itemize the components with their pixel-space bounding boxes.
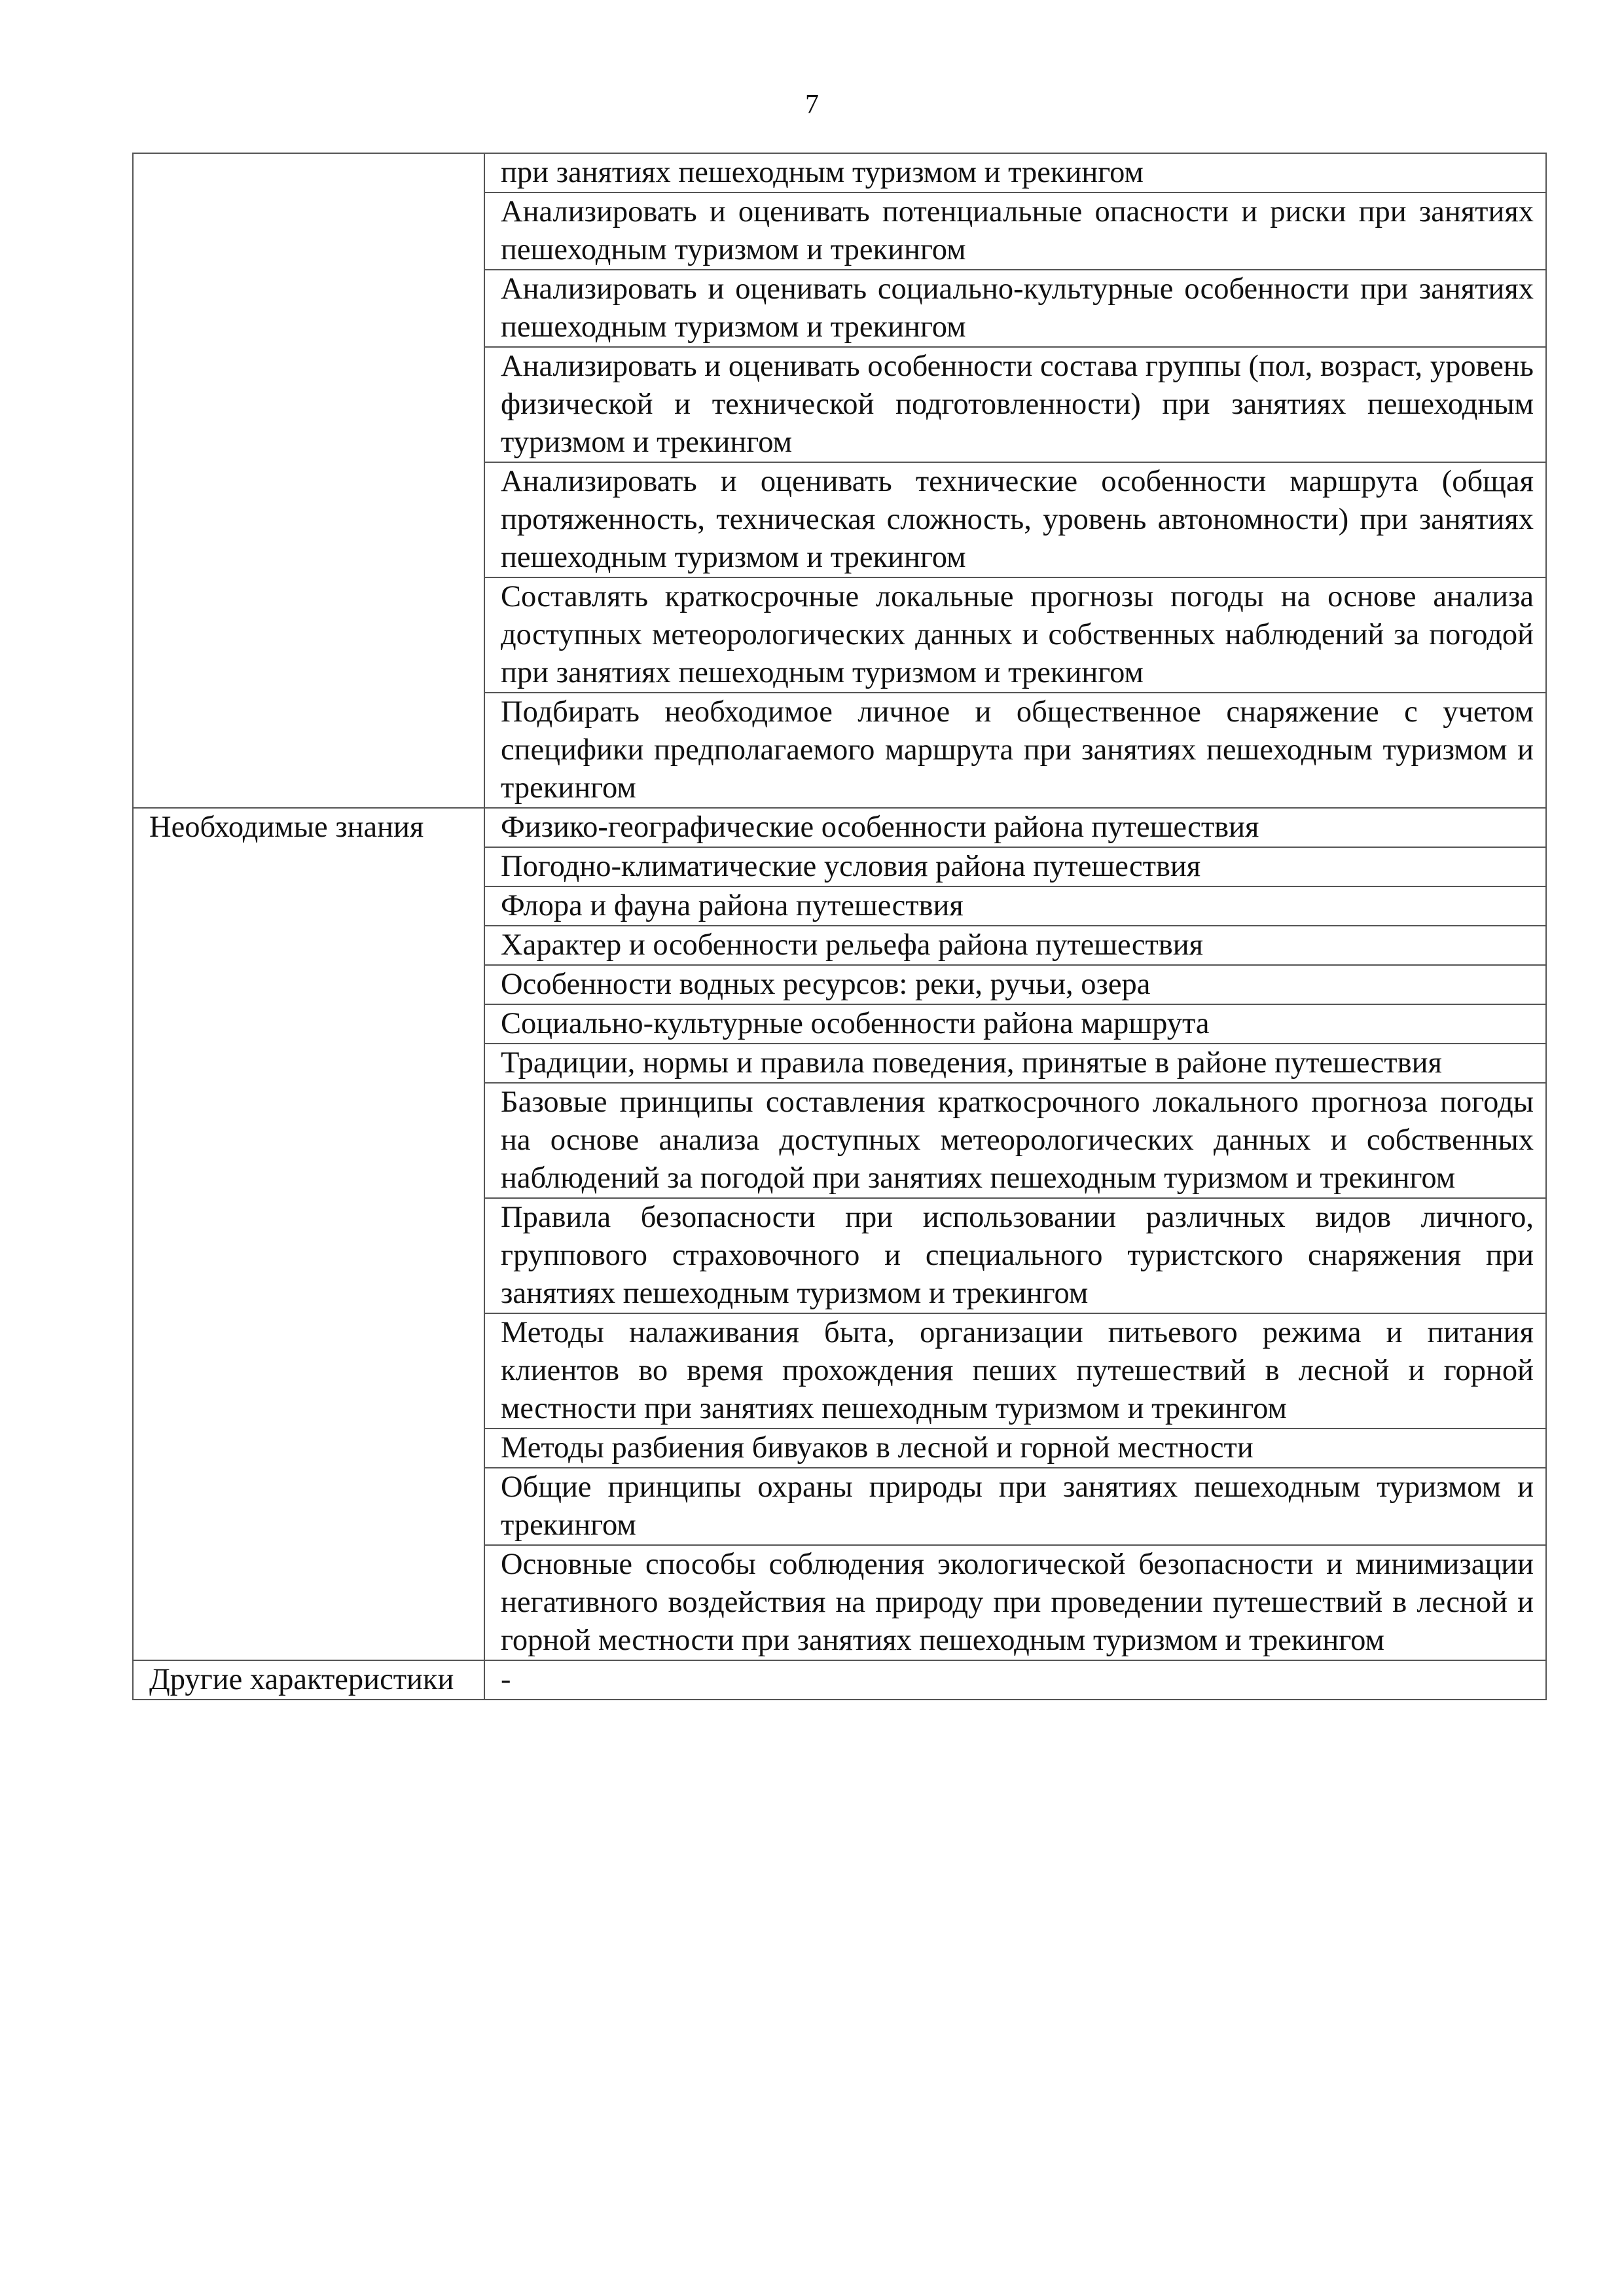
requirements-table bbox=[132, 153, 1547, 1700]
skill-item: Анализировать и оценивать социально-культурные особенности при занятиях пешеходным туризмом и трекингом bbox=[484, 270, 1546, 347]
knowledge-item: Особенности водных ресурсов: реки, ручьи, озера bbox=[484, 965, 1546, 1004]
table-row bbox=[133, 1660, 1546, 1700]
knowledge-item: Основные способы соблюдения экологической безопасности и минимизации негативного воздействия на природу при проведении путешествий в лесной и горной местности при занятиях пешеходным туризмом и трекингом bbox=[484, 1545, 1546, 1660]
knowledge-item: Базовые принципы составления краткосрочного локального прогноза погоды на основе анализа доступных метеорологических данных и собственных наблюдений за погодой при занятиях пешеходным туризмом и трекингом bbox=[484, 1083, 1546, 1198]
section-label-other-characteristics: Другие характеристики bbox=[133, 1660, 484, 1700]
other-characteristics-value: - bbox=[484, 1660, 1546, 1700]
skill-item: Подбирать необходимое личное и общественное снаряжение с учетом специфики предполагаемого маршрута при занятиях пешеходным туризмом и трекингом bbox=[484, 693, 1546, 808]
knowledge-item: Флора и фауна района путешествия bbox=[484, 886, 1546, 926]
knowledge-item: Традиции, нормы и правила поведения, принятые в районе путешествия bbox=[484, 1044, 1546, 1083]
table-row bbox=[133, 153, 1546, 192]
table-row bbox=[133, 808, 1546, 847]
page-number: 7 bbox=[805, 90, 819, 120]
knowledge-item: Методы налаживания быта, организации питьевого режима и питания клиентов во время прохождения пеших путешествий в лесной и горной местности при занятиях пешеходным туризмом и трекингом bbox=[484, 1313, 1546, 1429]
knowledge-item: Правила безопасности при использовании различных видов личного, группового страховочного и специального туристского снаряжения при занятиях пешеходным туризмом и трекингом bbox=[484, 1198, 1546, 1313]
knowledge-item: Социально-культурные особенности района маршрута bbox=[484, 1004, 1546, 1044]
section-label-skills-continued bbox=[133, 153, 484, 808]
requirements-table-body bbox=[133, 153, 1546, 1700]
skill-item: Анализировать и оценивать потенциальные опасности и риски при занятиях пешеходным туризмом и трекингом bbox=[484, 192, 1546, 270]
knowledge-item: Характер и особенности рельефа района путешествия bbox=[484, 926, 1546, 965]
skill-item: Анализировать и оценивать технические особенности маршрута (общая протяженность, техническая сложность, уровень автономности) при занятиях пешеходным туризмом и трекингом bbox=[484, 462, 1546, 577]
skill-item: Составлять краткосрочные локальные прогнозы погоды на основе анализа доступных метеорологических данных и собственных наблюдений за погодой при занятиях пешеходным туризмом и трекингом bbox=[484, 577, 1546, 693]
skill-item: Анализировать и оценивать особенности состава группы (пол, возраст, уровень физической и технической подготовленности) при занятиях пешеходным туризмом и трекингом bbox=[484, 347, 1546, 462]
knowledge-item: Погодно-климатические условия района путешествия bbox=[484, 847, 1546, 886]
skill-item: при занятиях пешеходным туризмом и трекингом bbox=[484, 153, 1546, 192]
knowledge-item: Методы разбиения бивуаков в лесной и горной местности bbox=[484, 1429, 1546, 1468]
knowledge-item: Физико-географические особенности района путешествия bbox=[484, 808, 1546, 847]
section-label-required-knowledge: Необходимые знания bbox=[133, 808, 484, 1660]
knowledge-item: Общие принципы охраны природы при занятиях пешеходным туризмом и трекингом bbox=[484, 1468, 1546, 1545]
